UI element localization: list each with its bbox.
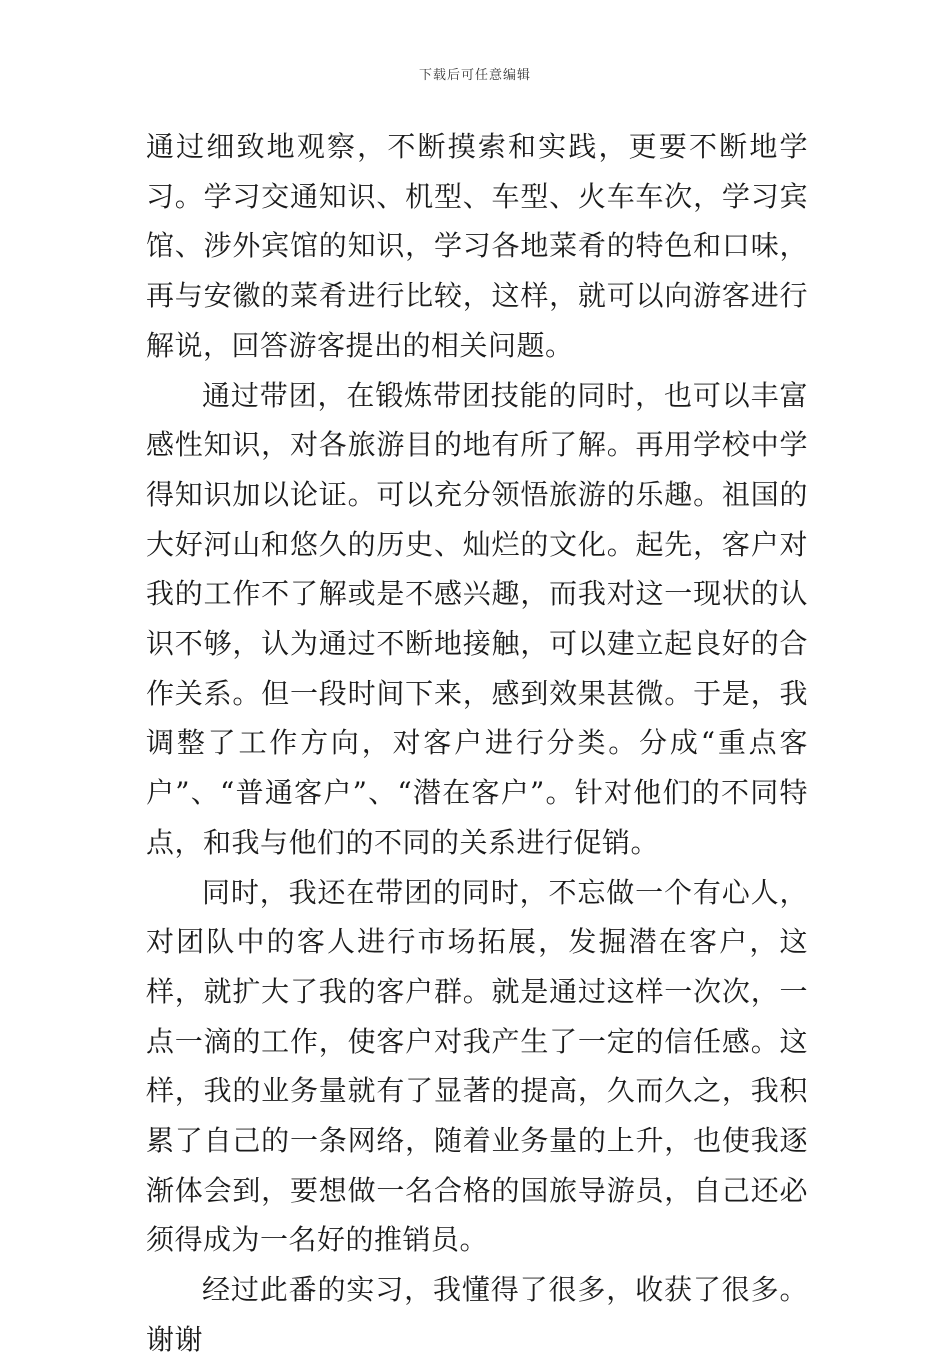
paragraph-2: 通过带团，在锻炼带团技能的同时，也可以丰富感性知识，对各旅游目的地有所了解。再用学校中学得知识加以论证。可以充分领悟旅游的乐趣。祖国的大好河山和悠久的历史、灿烂的文化。起先，客户对我的工作不了解或是不感兴趣，而我对这一现状的认识不够，认为通过不断地接触，可以建立起良好的合作关系。但一段时间下来，感到效果甚微。于是，我调整了工作方向，对客户进行分类。分成“重点客户”、“普通客户”、“潜在客户”。针对他们的不同特点，和我与他们的不同的关系进行促销。 (146, 378, 808, 859)
document-body (146, 122, 808, 1365)
paragraph-3: 同时，我还在带团的同时，不忘做一个有心人，对团队中的客人进行市场拓展，发掘潜在客户，这样，就扩大了我的客户群。就是通过这样一次次，一点一滴的工作，使客户对我产生了一定的信任感。这样，我的业务量就有了显著的提高，久而久之，我积累了自己的一条网络，随着业务量的上升，也使我逐渐体会到，要想做一名合格的国旅导游员，自己还必须得成为一名好的推销员。 (146, 875, 808, 1257)
paragraph-4: 经过此番的实习，我懂得了很多，收获了很多。谢谢 (146, 1273, 808, 1356)
paragraph-1: 通过细致地观察，不断摸索和实践，更要不断地学习。学习交通知识、机型、车型、火车车次，学习宾馆、涉外宾馆的知识，学习各地菜肴的特色和口味，再与安徽的菜肴进行比较，这样，就可以向游客进行解说，回答游客提出的相关问题。 (146, 130, 808, 362)
page-header: 下载后可任意编辑 (418, 68, 531, 83)
